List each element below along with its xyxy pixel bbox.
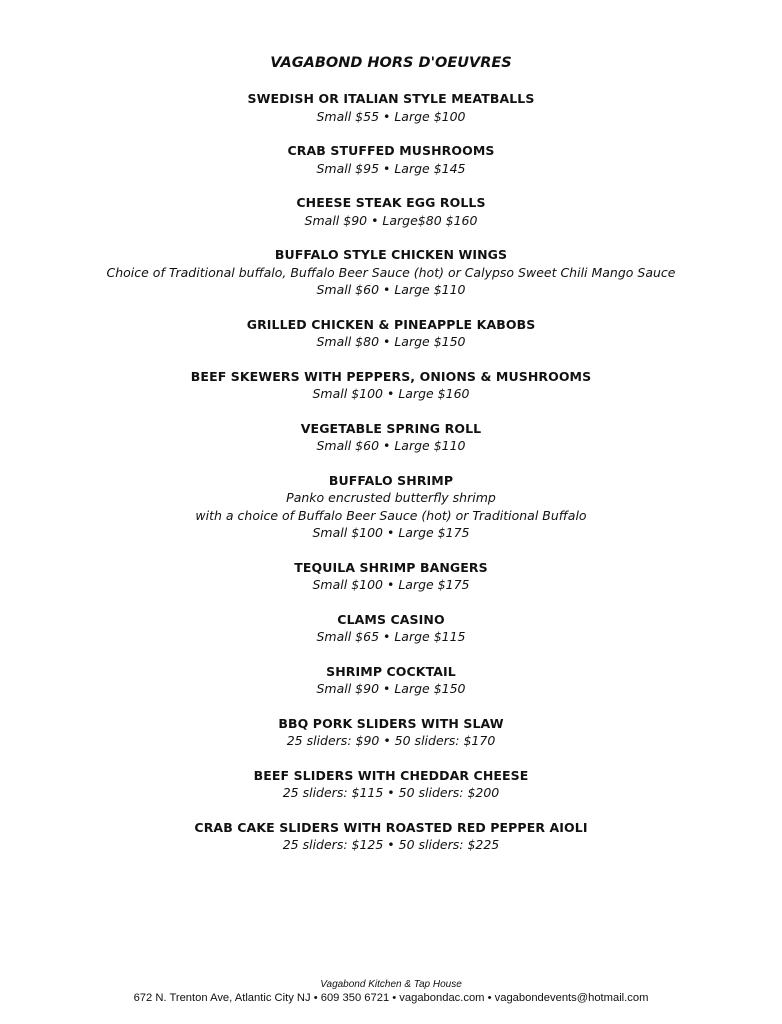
menu-item-name: VEGETABLE SPRING ROLL: [300, 420, 482, 436]
menu-item-name: SHRIMP COCKTAIL: [326, 663, 456, 679]
menu-title: VAGABOND HORS D'OEUVRES: [270, 55, 512, 71]
menu-item-name: BUFFALO STYLE CHICKEN WINGS: [274, 247, 508, 262]
footer-contact-line: 672 N. Trenton Ave, Atlantic City NJ • 609 350 6721 • vagabondac.com • vagabondevents@hotmail.com: [133, 992, 649, 1004]
menu-item-price: 25 sliders: $90 • 50 sliders: $170: [286, 733, 496, 748]
menu-item-description: with a choice of Buffalo Beer Sauce (hot) or Traditional Buffalo: [195, 507, 587, 523]
menu-item-name: TEQUILA SHRIMP BANGERS: [294, 559, 488, 575]
menu-item-name: CRAB CAKE SLIDERS WITH ROASTED RED PEPPER AIOLI: [194, 819, 588, 835]
menu-item-name: SWEDISH OR ITALIAN STYLE MEATBALLS: [247, 91, 535, 106]
menu-item-price: Small $60 • Large $110: [316, 282, 466, 297]
menu-item: [0, 472, 782, 542]
menu-item-price: Small $60 • Large $110: [316, 438, 466, 453]
menu-item: [0, 246, 782, 299]
menu-item-name: BEEF SLIDERS WITH CHEDDAR CHEESE: [253, 767, 529, 783]
menu-item: [0, 142, 782, 177]
menu-item-price: Small $95 • Large $145: [316, 160, 466, 176]
menu-item-price: Small $90 • Large$80 $160: [304, 212, 478, 228]
menu-item: [0, 90, 782, 125]
menu-item-description: Panko encrusted butterfly shrimp: [286, 490, 496, 505]
menu-item: [0, 819, 782, 854]
menu-item: [0, 767, 782, 802]
menu-item-name: BBQ PORK SLIDERS WITH SLAW: [278, 715, 504, 731]
menu-item-description: Choice of Traditional buffalo, Buffalo Beer Sauce (hot) or Calypso Sweet Chili Mango Sauce: [106, 264, 676, 280]
menu-item: [0, 316, 782, 351]
menu-item: [0, 194, 782, 229]
menu-item: [0, 368, 782, 403]
menu-item: [0, 420, 782, 455]
menu-item-price: Small $90 • Large $150: [316, 681, 466, 696]
menu-item-price: Small $100 • Large $160: [312, 386, 470, 401]
menu-item: [0, 663, 782, 698]
menu-item-price: Small $65 • Large $115: [316, 629, 466, 644]
menu-item-name: BUFFALO SHRIMP: [328, 472, 454, 488]
menu-item-price: Small $80 • Large $150: [316, 334, 466, 349]
menu-item: [0, 559, 782, 594]
menu-item: [0, 715, 782, 750]
menu-item-price: 25 sliders: $125 • 50 sliders: $225: [282, 837, 500, 852]
menu-item-price: Small $100 • Large $175: [312, 577, 470, 592]
footer-restaurant-name: Vagabond Kitchen & Tap House: [320, 979, 462, 990]
menu-item-list: [0, 90, 782, 871]
menu-item-name: CLAMS CASINO: [337, 611, 445, 627]
menu-item-name: CHEESE STEAK EGG ROLLS: [296, 195, 486, 210]
menu-item: [0, 611, 782, 646]
menu-item-name: BEEF SKEWERS WITH PEPPERS, ONIONS & MUSHROOMS: [190, 368, 592, 384]
menu-item-name: CRAB STUFFED MUSHROOMS: [287, 143, 495, 158]
menu-item-price: Small $55 • Large $100: [316, 108, 466, 124]
menu-item-name: GRILLED CHICKEN & PINEAPPLE KABOBS: [246, 316, 536, 332]
menu-item-price: 25 sliders: $115 • 50 sliders: $200: [282, 785, 500, 800]
menu-item-price: Small $100 • Large $175: [312, 525, 470, 540]
